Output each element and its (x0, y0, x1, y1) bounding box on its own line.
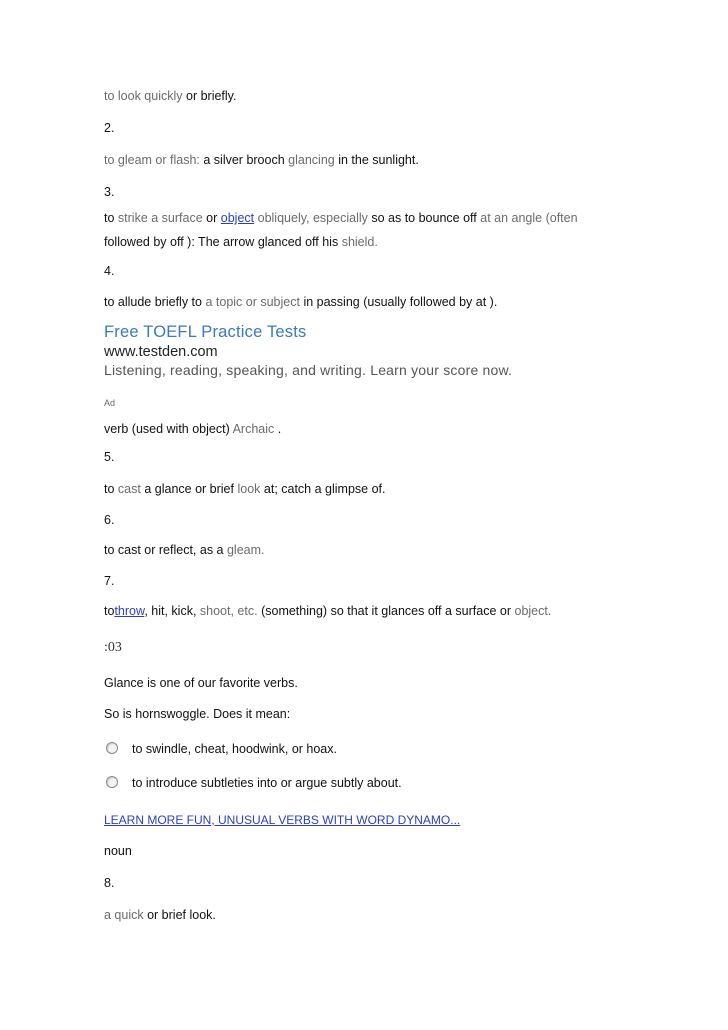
word-dynamo-row (104, 810, 688, 830)
text-segment: to (104, 211, 115, 225)
text-segment: glanced off his (257, 235, 339, 249)
definition-6 (104, 540, 688, 560)
definition-3 (104, 206, 688, 254)
text-segment: to (104, 482, 115, 496)
throw-link[interactable]: throw (114, 604, 145, 618)
text-segment: or briefly. (186, 89, 237, 103)
text-segment: Archaic (232, 422, 275, 436)
quiz-intro: Glance is one of our favorite verbs. (104, 676, 298, 690)
text-segment: a glance or brief (144, 482, 234, 496)
object-link[interactable]: object (220, 211, 255, 225)
text-segment: a quick (104, 908, 144, 922)
text-segment: to look quickly (104, 89, 183, 103)
text-segment: to gleam or flash: (104, 153, 200, 167)
text-segment: in passing (usually followed by at ). (303, 295, 498, 309)
part-of-speech-verb (104, 419, 688, 439)
text-segment: a surface or (445, 604, 512, 618)
text-segment: object. (514, 604, 552, 618)
radio-button[interactable] (106, 776, 118, 788)
text-segment: a silver brooch (203, 153, 285, 167)
text-segment: shield. (341, 235, 378, 249)
ad-title-link[interactable]: Free TOEFL Practice Tests (104, 323, 307, 341)
quiz-option-label: to introduce subtleties into or argue subtly about. (132, 776, 402, 790)
ad-label: Ad (104, 398, 116, 408)
text-segment: so as to bounce off (371, 211, 477, 225)
quiz-question: So is hornswoggle. Does it mean: (104, 707, 291, 721)
sense-number-8: 8. (104, 876, 115, 890)
text-segment: shoot, etc. (199, 604, 258, 618)
text-segment: followed by off (104, 235, 184, 249)
definition-1 (104, 86, 688, 106)
quiz-option-label: to swindle, cheat, hoodwink, or hoax. (132, 742, 337, 756)
text-segment: gleam. (226, 543, 265, 557)
ad-url-link[interactable]: www.testden.com (104, 344, 218, 360)
word-dynamo-link[interactable]: LEARN MORE FUN, UNUSUAL VERBS WITH WORD DYNAMO... (104, 813, 461, 827)
text-segment: at; catch a glimpse of. (263, 482, 386, 496)
definition-7 (104, 601, 688, 621)
definition-2 (104, 150, 688, 170)
text-segment: in the sunlight. (338, 153, 419, 167)
part-of-speech-noun: noun (104, 844, 132, 858)
text-segment: . (277, 422, 282, 436)
ad-description: Listening, reading, speaking, and writing. Learn your score now. (104, 362, 513, 378)
text-segment: to (104, 604, 115, 618)
quiz-option-1[interactable] (106, 740, 337, 758)
definition-8 (104, 905, 688, 925)
text-segment: to allude briefly to (104, 295, 202, 309)
radio-button[interactable] (106, 742, 118, 754)
text-segment: verb (used with object) (104, 422, 230, 436)
sense-number-4: 4. (104, 264, 115, 278)
sense-number-7: 7. (104, 574, 115, 588)
text-segment: glancing (288, 153, 335, 167)
text-segment: at an angle (often (480, 211, 578, 225)
text-segment: , hit, kick, (144, 604, 197, 618)
quiz-timer: :03 (104, 640, 122, 655)
sense-number-3: 3. (104, 185, 115, 199)
definition-5 (104, 479, 688, 499)
text-segment: obliquely, especially (257, 211, 368, 225)
sense-number-2: 2. (104, 121, 115, 135)
quiz-option-2[interactable] (106, 774, 402, 792)
text-segment: ): The arrow (187, 235, 255, 249)
definition-4 (104, 292, 688, 312)
text-segment: or brief look. (147, 908, 216, 922)
text-segment: look (237, 482, 261, 496)
text-segment: cast (117, 482, 141, 496)
sense-number-5: 5. (104, 450, 115, 464)
text-segment: a topic or subject (205, 295, 300, 309)
text-segment: or (206, 211, 218, 225)
text-segment: to cast or reflect, as a (104, 543, 224, 557)
text-segment: strike a surface (117, 211, 203, 225)
text-segment: so that it glances off (330, 604, 442, 618)
sense-number-6: 6. (104, 513, 115, 527)
text-segment: (something) (261, 604, 328, 618)
